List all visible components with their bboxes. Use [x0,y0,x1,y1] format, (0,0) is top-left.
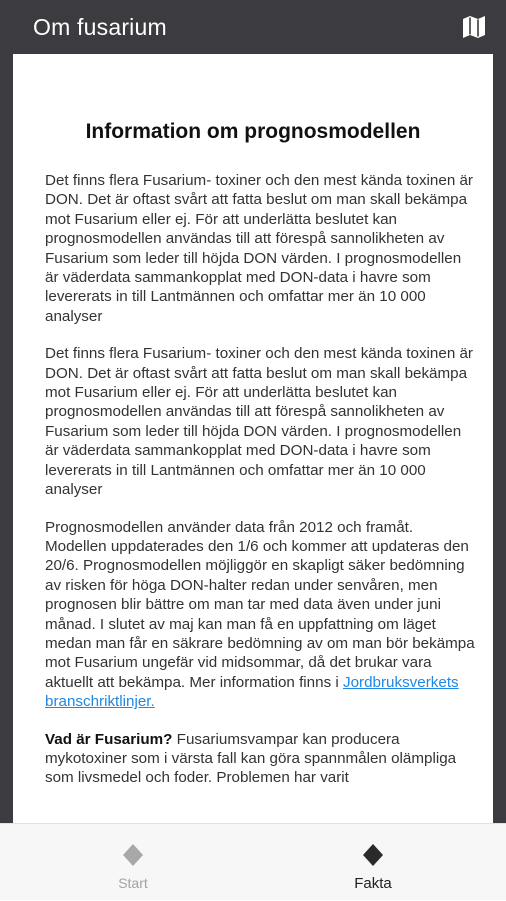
map-button[interactable] [458,11,490,43]
info-paragraph-2: Det finns flera Fusarium- toxiner och den mest kända toxinen är DON. Det är oftast svårt att fatta beslut om man skall bekämpa mot Fusarium eller ej. För att underlätta beslutet kan prognosmodellen användas till att förespå sannolikheten av Fusarium som leder till höjda DON värden. I prognosmodellen är väderdata sammankopplat med DON-data i havre som levererats in till Lantmännen och omfattar mer än 10 000 analyser [45,345,473,499]
app-bar [0,0,506,54]
content-frame-right [493,54,506,823]
fusarium-question-heading: Vad är Fusarium? [45,730,173,748]
map-icon [460,13,488,41]
info-paragraph-1: Det finns flera Fusarium- toxiner och den mest kända toxinen är DON. Det är oftast svårt att fatta beslut om man skall bekämpa mot Fusarium eller ej. För att underlätta beslutet kan prognosmodellen användas till att förespå sannolikheten av Fusarium som leder till höjda DON värden. I prognosmodellen är väderdata sammankopplat med DON-data i havre som levererats in till Lantmännen och omfattar mer än 10 000 analyser [45,172,473,325]
branschriktlinjer-link[interactable]: Jordbruksverkets branschriktlinjer. [45,673,459,711]
scrollable-content[interactable] [13,54,493,823]
nav-start-button[interactable] [78,824,188,901]
info-paragraph-3 [13,518,475,712]
info-paragraph-4-text: Fusariumsvampar kan producera mykotoxiner som i värsta fall kan göra spannmålen olämpliga som livsmedel och foder. Problemen har varit [45,730,457,787]
nav-fakta-label: Fakta [354,875,392,892]
diamond-icon [361,843,385,867]
info-paragraph-4 [13,730,475,788]
page-heading: Information om prognosmodellen [85,120,421,143]
bottom-navigation [0,823,506,900]
content-frame-left [0,54,13,823]
nav-fakta-button[interactable] [318,824,428,901]
info-paragraph-3-text: Prognosmodellen använder data från 2012 och framåt. Modellen uppdaterades den 1/6 och kommer att updateras den 20/6. Prognosmodellen möjliggör en skapligt säker bedömning av risken för höga DON-halter redan under senvåren, men prognosen blir bättre om man tar med data även under juni månad. I slutet av maj kan man få en uppfattning om läget medan man får en säkrare bedömning av om man bör bekämpa mot Fusarium ungefär vid midsommar, då det brukar vara aktuellt att bekämpa. Mer information finns i [45,518,475,691]
nav-start-label: Start [118,875,148,891]
app-bar-title: Om fusarium [33,13,167,40]
diamond-icon [121,843,145,867]
